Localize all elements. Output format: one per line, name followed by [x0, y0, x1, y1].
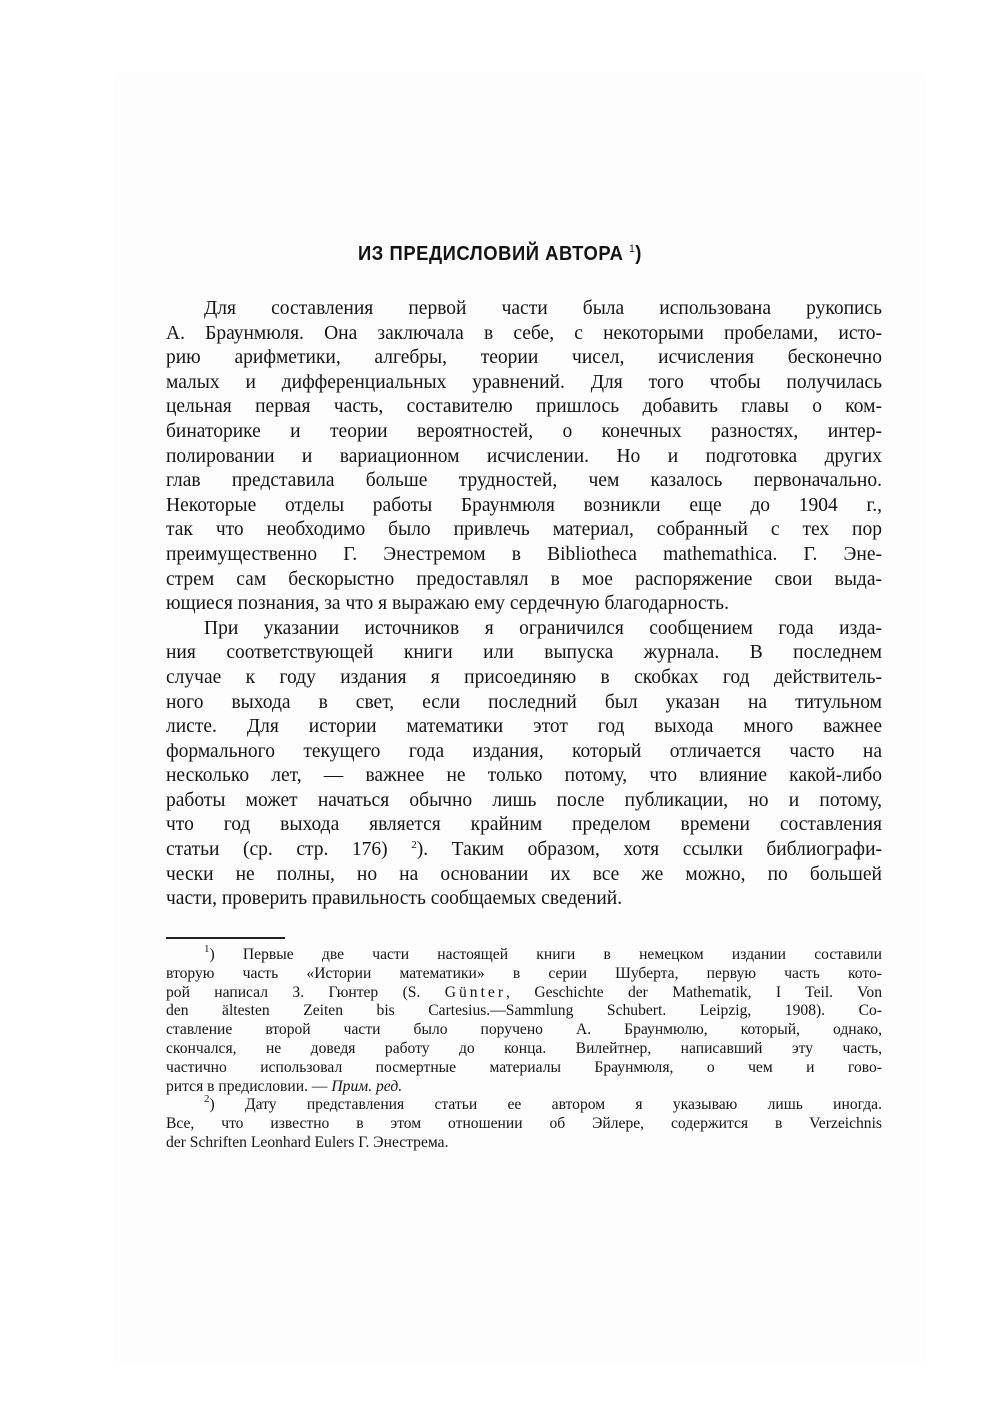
footnote-text: рится в предисловии. —	[166, 1077, 332, 1095]
paragraph-line: глав представила больше трудностей, чем казалось первоначально.	[166, 470, 882, 492]
footnote-mark-1: 1	[204, 943, 210, 955]
footnote-1-line	[166, 943, 882, 965]
footnote-1-line: скончался, не доведя работу до конца. Вилейтнер, написавший эту часть,	[166, 1039, 882, 1057]
footnote-2-line: Все, что известно в этом отношении об Эйлере, содержится в Verzeichnis	[166, 1115, 882, 1133]
footnote-1-line: den ältesten Zeiten bis Cartesius.—Sammlung Schubert. Leipzig, 1908). Со-	[166, 1002, 882, 1020]
line-text: статьи (ср. стр. 176)	[166, 839, 388, 861]
paragraph-line: малых и дифференциальных уравнений. Для того чтобы получилась	[166, 371, 882, 393]
paragraph-line: преимущественно Г. Энестремом в Bibliotheca mathemathica. Г. Эне-	[166, 543, 882, 565]
footnote-separator	[166, 937, 285, 939]
editor-note: Прим. ред.	[331, 1077, 403, 1095]
footnote-text: ) Дату представления статьи ее автором я указываю лишь иногда.	[209, 1096, 882, 1114]
footnotes	[166, 943, 882, 1153]
paragraph-line: Для составления первой части была использована рукопись	[204, 298, 882, 319]
paragraph-line: части, проверить правильность сообщаемых сведений.	[166, 888, 623, 910]
body-text	[166, 297, 882, 912]
footnote-text: рой написал З. Гюнтер (S.	[166, 983, 445, 1001]
paragraph-line: цельная первая часть, составителю пришлось добавить главы о ком-	[166, 396, 882, 418]
footnote-ref-2: 2	[411, 839, 417, 852]
paragraph-line: При указании источников я ограничился сообщением года изда-	[204, 617, 882, 639]
paragraph-line: что год выхода является крайним пределом времени составления	[166, 814, 882, 836]
paragraph-line: Некоторые отделы работы Браунмюля возникли еще до 1904 г.,	[166, 494, 882, 516]
paragraph-line: листе. Для истории математики этот год выхода много важнее	[166, 716, 882, 738]
footnote-1-line	[166, 984, 882, 1003]
footnote-2-line	[166, 1093, 882, 1115]
paragraph-line: так что необходимо было привлечь материал, собранный с тех пор	[166, 519, 882, 541]
paragraph-line-with-footnote-ref	[166, 838, 882, 863]
title-footnote-paren: )	[635, 243, 642, 265]
footnote-2-line: der Schriften Leonhard Eulers Г. Энестрема.	[166, 1133, 449, 1151]
footnote-1-line: вторую часть «Истории математики» в серии Шуберта, первую часть кото-	[166, 964, 882, 982]
paragraph-line: формального текущего года издания, который отличается часто на	[166, 740, 882, 762]
paragraph-line: А. Браунмюля. Она заключала в себе, с некоторыми пробелами, исто-	[166, 322, 882, 344]
title-footnote-mark: 1	[629, 243, 636, 255]
paragraph-line: ния соответствующей книги или выпуска журнала. В последнем	[166, 642, 882, 664]
line-text: ). Таким образом, хотя ссылки библиографи-	[416, 839, 882, 861]
footnote-1-line: частично использовал посмертные материалы Браунмюля, о чем и гово-	[166, 1058, 882, 1076]
title-text: ИЗ ПРЕДИСЛОВИЙ АВТОРА	[358, 243, 624, 265]
footnote-1-line: ставление второй части было поручено А. Браунмюлю, который, однако,	[166, 1021, 882, 1039]
paragraph-line: полировании и вариационном исчислении. Но и подготовка других	[166, 445, 882, 467]
footnote-1-line	[166, 1078, 882, 1097]
footnote-text: ) Первые две части настоящей книги в немецком издании составили	[209, 946, 882, 963]
footnote-mark-2: 2	[204, 1093, 210, 1106]
paragraph-line: рию арифметики, алгебры, теории чисел, исчисления бесконечно	[166, 347, 882, 369]
footnote-text: , Geschichte der Mathematik, I Teil. Von	[506, 983, 882, 1001]
paragraph-line: работы может начаться обычно лишь после публикации, но и потому,	[166, 789, 882, 811]
paragraph-line: бинаторике и теории вероятностей, о конечных разностях, интер-	[166, 420, 882, 442]
footnote-author-spaced: Günter	[444, 983, 507, 1001]
paragraph-line: ного выхода в свет, если последний был указан на титульном	[166, 691, 882, 713]
paragraph-line: случае к году издания я присоединяю в скобках год действитель-	[166, 666, 882, 688]
paragraph-line: ющиеся познания, за что я выражаю ему сердечную благодарность.	[166, 593, 729, 615]
paragraph-line: несколько лет, — важнее не только потому, что влияние какой-либо	[166, 765, 882, 787]
paragraph-line: стрем сам бескорыстно предоставлял в мое распоряжение свои выда-	[166, 568, 882, 590]
page-title	[40, 243, 960, 266]
paragraph-line: чески не полны, но на основании их все же можно, по большей	[166, 863, 882, 885]
